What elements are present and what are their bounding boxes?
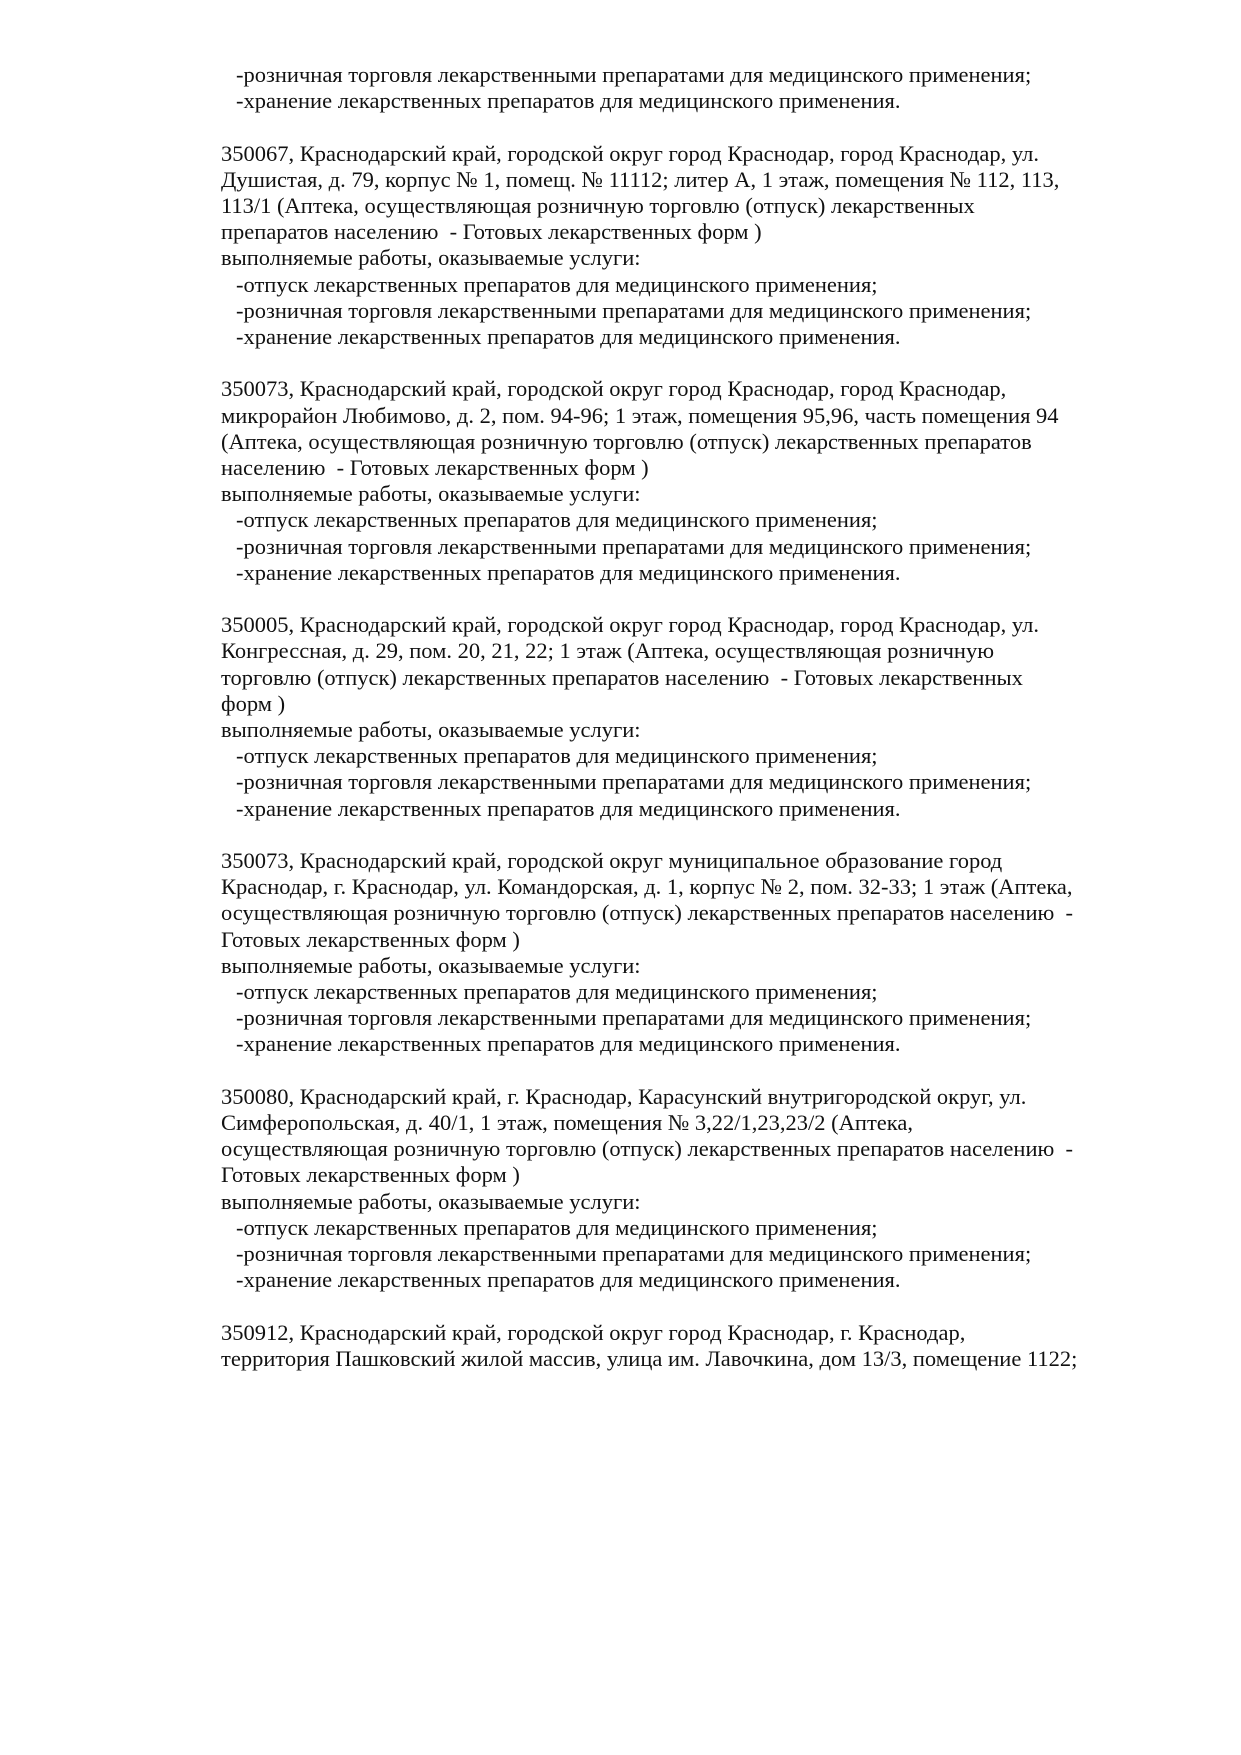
- address-line: Готовых лекарственных форм ): [221, 1162, 520, 1188]
- address-line: Конгрессная, д. 29, пом. 20, 21, 22; 1 этаж (Аптека, осуществляющая розничную: [221, 638, 995, 664]
- pharmacy-entry: [221, 1084, 1201, 1294]
- address-line: 350067, Краснодарский край, городской округ город Краснодар, город Краснодар, ул.: [221, 140, 1039, 166]
- service-item: -розничная торговля лекарственными препаратами для медицинского применения;: [236, 297, 1032, 323]
- address-line: Готовых лекарственных форм ): [221, 926, 520, 952]
- address-line: 113/1 (Аптека, осуществляющая розничную торговлю (отпуск) лекарственных: [221, 193, 975, 218]
- service-item: -розничная торговля лекарственными препаратами для медицинского применения;: [236, 769, 1032, 795]
- address-line: 350005, Краснодарский край, городской округ город Краснодар, город Краснодар, ул.: [221, 612, 1039, 638]
- service-item: -розничная торговля лекарственными препаратами для медицинского применения;: [236, 1005, 1032, 1031]
- pharmacy-entry: [221, 612, 1201, 822]
- address-line: Симферопольская, д. 40/1, 1 этаж, помещения № 3,22/1,23,23/2 (Аптека,: [221, 1110, 913, 1136]
- services-label: выполняемые работы, оказываемые услуги:: [221, 245, 641, 271]
- service-item: -хранение лекарственных препаратов для медицинского применения.: [236, 559, 901, 585]
- service-item: -отпуск лекарственных препаратов для медицинского применения;: [236, 1214, 878, 1240]
- services-label: выполняемые работы, оказываемые услуги:: [221, 481, 641, 507]
- address-line: 350080, Краснодарский край, г. Краснодар, Карасунский внутригородской округ, ул.: [221, 1083, 1027, 1109]
- address-line: форм ): [221, 690, 286, 716]
- entry-address: [221, 612, 1201, 717]
- services-label: выполняемые работы, оказываемые услуги:: [221, 717, 641, 743]
- pharmacy-entry: [221, 141, 1201, 351]
- service-item: -розничная торговля лекарственными препаратами для медицинского применения;: [236, 62, 1032, 87]
- service-item: -отпуск лекарственных препаратов для медицинского применения;: [236, 507, 878, 533]
- pharmacy-entry: [221, 848, 1201, 1058]
- service-item: -розничная торговля лекарственными препаратами для медицинского применения;: [236, 533, 1032, 559]
- service-item: -хранение лекарственных препаратов для медицинского применения.: [236, 88, 901, 114]
- address-line: 350073, Краснодарский край, городской округ муниципальное образование город: [221, 848, 1003, 874]
- service-item: -отпуск лекарственных препаратов для медицинского применения;: [236, 979, 878, 1005]
- entry-address: [221, 141, 1201, 246]
- service-item: -отпуск лекарственных препаратов для медицинского применения;: [236, 743, 878, 769]
- document-page: [221, 62, 1201, 1372]
- address-line: Краснодар, г. Краснодар, ул. Командорская, д. 1, корпус № 2, пом. 32-33; 1 этаж (Аптека,: [221, 874, 1073, 900]
- address-line: осуществляющая розничную торговлю (отпуск) лекарственных препаратов населению -: [221, 900, 1074, 926]
- entry-address: [221, 848, 1201, 953]
- address-line: препаратов населению - Готовых лекарственных форм ): [221, 219, 762, 245]
- entry-address: [221, 1320, 1201, 1372]
- service-item: -хранение лекарственных препаратов для медицинского применения.: [236, 1031, 901, 1057]
- address-line: населению - Готовых лекарственных форм ): [221, 455, 649, 481]
- address-line: Душистая, д. 79, корпус № 1, помещ. № 11112; литер А, 1 этаж, помещения № 112, 113,: [221, 166, 1060, 192]
- service-item: -розничная торговля лекарственными препаратами для медицинского применения;: [236, 1241, 1032, 1267]
- service-item: -отпуск лекарственных препаратов для медицинского применения;: [236, 271, 878, 297]
- service-item: -хранение лекарственных препаратов для медицинского применения.: [236, 1267, 901, 1293]
- service-item: -хранение лекарственных препаратов для медицинского применения.: [236, 795, 901, 821]
- address-line: территория Пашковский жилой массив, улица им. Лавочкина, дом 13/3, помещение 1122;: [221, 1345, 1078, 1371]
- services-label: выполняемые работы, оказываемые услуги:: [221, 952, 641, 978]
- entry-address: [221, 1084, 1201, 1189]
- address-line: микрорайон Любимово, д. 2, пом. 94-96; 1 этаж, помещения 95,96, часть помещения 94: [221, 402, 1059, 428]
- address-line: (Аптека, осуществляющая розничную торговлю (отпуск) лекарственных препаратов: [221, 428, 1032, 454]
- address-line: осуществляющая розничную торговлю (отпуск) лекарственных препаратов населению -: [221, 1136, 1074, 1162]
- intro-services: [221, 62, 1201, 114]
- address-line: торговлю (отпуск) лекарственных препаратов населению - Готовых лекарственных: [221, 664, 1023, 690]
- entries-list: [221, 141, 1201, 1372]
- service-item: -хранение лекарственных препаратов для медицинского применения.: [236, 324, 901, 350]
- services-label: выполняемые работы, оказываемые услуги:: [221, 1188, 641, 1214]
- address-line: 350912, Краснодарский край, городской округ город Краснодар, г. Краснодар,: [221, 1319, 966, 1345]
- pharmacy-entry: [221, 376, 1201, 586]
- address-line: 350073, Краснодарский край, городской округ город Краснодар, город Краснодар,: [221, 376, 1007, 402]
- pharmacy-entry: [221, 1320, 1201, 1372]
- entry-address: [221, 376, 1201, 481]
